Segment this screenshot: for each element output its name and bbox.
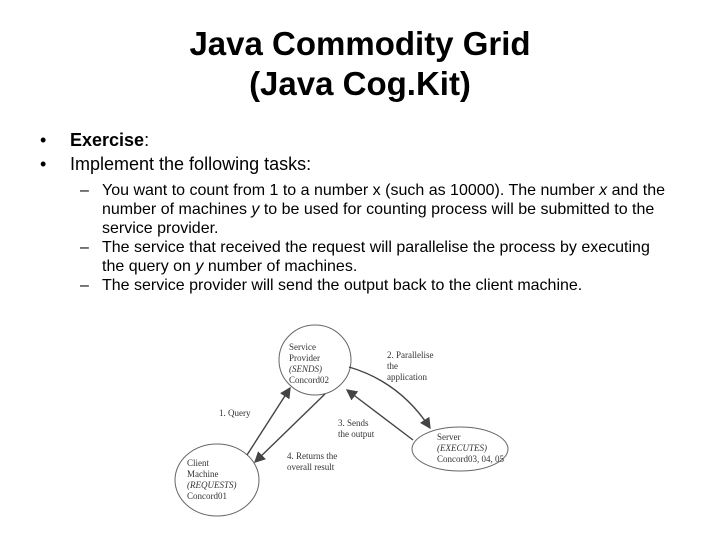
- slide-title: [0, 24, 720, 104]
- bullet-bold: Exercise: [70, 130, 145, 150]
- bullet-text: :: [144, 130, 150, 150]
- step-4-label: overall result: [287, 462, 335, 472]
- bullet-dot: •: [40, 154, 47, 174]
- sub-bullet-item: [80, 181, 670, 238]
- sub-bullet-list: [80, 181, 670, 295]
- provider-label: Service: [289, 342, 316, 352]
- server-label: (EXECUTES): [437, 443, 487, 453]
- workflow-diagram: [155, 322, 515, 527]
- sub-bullet-dash: –: [80, 239, 89, 256]
- step-3-label: 3. Sends: [338, 418, 369, 428]
- bullet-implement: [40, 152, 690, 176]
- provider-label: Provider: [289, 353, 320, 363]
- sub-bullet-dash: –: [80, 182, 89, 199]
- step-4-label: 4. Returns the: [287, 451, 338, 461]
- bullet-dot: •: [40, 130, 47, 150]
- sub-bullet-text: The service provider will send the output back to the client machine.: [102, 277, 583, 294]
- diagram-svg: [155, 322, 515, 527]
- server-label: Server: [437, 432, 461, 442]
- sub-bullet-text: The service that received the request will parallelise the process by executing the query on y number of machines.: [102, 239, 650, 275]
- arrow-query: [247, 388, 290, 455]
- client-label: (REQUESTS): [187, 480, 237, 490]
- step-1-label: 1. Query: [219, 408, 251, 418]
- client-label: Concord01: [187, 491, 227, 501]
- title-line-2: (Java Cog.Kit): [249, 65, 471, 102]
- provider-label: Concord02: [289, 375, 329, 385]
- step-2-label: application: [387, 372, 427, 382]
- title-line-1: Java Commodity Grid: [189, 25, 531, 62]
- bullet-list: [40, 128, 690, 176]
- sub-bullet-dash: –: [80, 277, 89, 294]
- client-label: Client: [187, 458, 209, 468]
- server-label: Concord03, 04, 05: [437, 454, 504, 464]
- bullet-text: Implement the following tasks:: [70, 154, 312, 174]
- sub-bullet-item: [80, 276, 670, 295]
- bullet-exercise: [40, 128, 690, 152]
- step-3-label: the output: [338, 429, 375, 439]
- sub-bullet-item: [80, 238, 670, 276]
- step-2-label: 2. Parallelise: [387, 350, 434, 360]
- client-label: Machine: [187, 469, 219, 479]
- provider-label: (SENDS): [289, 364, 322, 374]
- step-2-label: the: [387, 361, 398, 371]
- sub-bullet-text: You want to count from 1 to a number x (such as 10000). The number x and the number of machines y to be used for counting process will be submitted to the service provider.: [102, 182, 665, 237]
